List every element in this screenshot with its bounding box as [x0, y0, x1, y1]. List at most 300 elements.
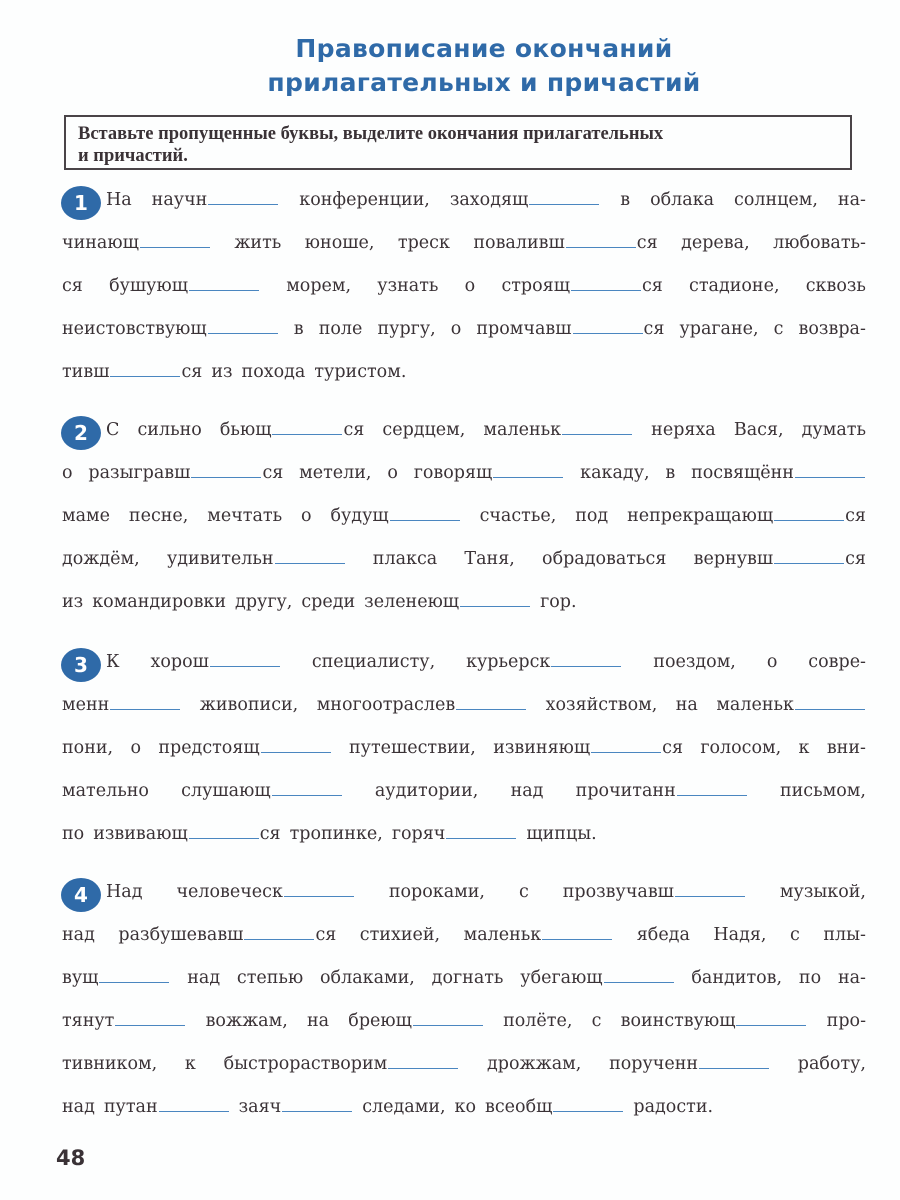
- word: всеобщ: [485, 1097, 553, 1117]
- fill-in-blank[interactable]: [456, 708, 526, 710]
- word: с: [790, 925, 800, 945]
- word-group: [501, 276, 662, 296]
- word: неряха: [651, 420, 716, 440]
- word-group: [377, 276, 438, 296]
- page-title: [0, 32, 900, 100]
- fill-in-blank[interactable]: [677, 794, 747, 796]
- word: ся: [315, 925, 337, 945]
- word-group: [362, 1097, 445, 1117]
- word-group: [679, 319, 758, 339]
- word: с: [591, 1011, 602, 1031]
- word: ся: [641, 276, 663, 296]
- word-group: [806, 276, 866, 296]
- word-group: [130, 738, 141, 758]
- word: стихией,: [359, 925, 441, 945]
- word-group: [691, 463, 866, 483]
- word: сильно: [137, 420, 202, 440]
- word-group: [299, 190, 430, 210]
- word-group: [129, 506, 188, 526]
- word: работу,: [797, 1054, 866, 1074]
- word: думать: [801, 420, 866, 440]
- word: над: [187, 968, 221, 988]
- fill-in-blank[interactable]: [774, 519, 844, 521]
- word-group: [487, 1054, 581, 1074]
- word: юноше,: [304, 233, 375, 253]
- word-group: [676, 695, 698, 715]
- fill-in-blank[interactable]: [282, 1110, 352, 1112]
- fill-in-blank[interactable]: [189, 289, 259, 291]
- word: о: [130, 738, 141, 758]
- word-group: [476, 319, 664, 339]
- exercise-line: [62, 592, 866, 635]
- word-group: [373, 549, 437, 569]
- word: о: [450, 319, 462, 339]
- word: про-: [826, 1011, 866, 1031]
- word-group: [88, 463, 283, 483]
- exercise-line: [62, 1054, 866, 1097]
- exercise-1: [62, 190, 866, 405]
- word-group: [109, 276, 260, 296]
- word-group: [220, 420, 364, 440]
- word-group: [200, 695, 299, 715]
- exercise-line: [62, 362, 866, 405]
- word: На: [106, 190, 132, 210]
- word: командировки: [92, 592, 227, 612]
- word: голосом,: [700, 738, 782, 758]
- word: о: [766, 652, 778, 672]
- fill-in-blank[interactable]: [210, 665, 280, 667]
- word: над: [62, 925, 95, 945]
- word: курьерск: [466, 652, 551, 672]
- word-group: [651, 420, 716, 440]
- exercise-line: [62, 233, 866, 276]
- word-group: [838, 968, 866, 988]
- word: неистовствующ: [62, 319, 207, 339]
- word: извиняющ: [493, 738, 591, 758]
- fill-in-blank[interactable]: [591, 751, 661, 753]
- word-group: [319, 319, 363, 339]
- word: о: [464, 276, 476, 296]
- word-group: [158, 738, 331, 758]
- word-group: [349, 738, 476, 758]
- word: в: [620, 190, 631, 210]
- fill-in-blank[interactable]: [275, 562, 345, 564]
- instruction-line-1: Вставьте пропущенные буквы, выделите окончания прилагательных: [78, 124, 664, 144]
- word: чинающ: [62, 233, 139, 253]
- word-group: [473, 233, 657, 253]
- word-group: [650, 190, 714, 210]
- exercise-number-badge: 1: [61, 186, 101, 220]
- fill-in-blank[interactable]: [189, 837, 259, 839]
- word-group: [290, 824, 383, 844]
- fill-in-blank[interactable]: [675, 895, 745, 897]
- exercise-line: [62, 1011, 866, 1054]
- word-group: [301, 506, 312, 526]
- word-group: [694, 549, 866, 569]
- word-group: [62, 824, 84, 844]
- exercise-number-badge: 3: [61, 648, 101, 682]
- word-group: [627, 506, 866, 526]
- word-group: [377, 319, 435, 339]
- word: хорош: [150, 652, 209, 672]
- fill-in-blank[interactable]: [542, 938, 612, 940]
- word-group: [106, 882, 142, 902]
- word: хозяйством,: [545, 695, 658, 715]
- word-group: [451, 319, 462, 339]
- word: в: [665, 463, 676, 483]
- word-group: [62, 233, 211, 253]
- word: на: [306, 1011, 330, 1031]
- word: путешествии,: [349, 738, 476, 758]
- word-group: [592, 1011, 602, 1031]
- word: строящ: [501, 276, 570, 296]
- word-group: [301, 592, 355, 612]
- exercise-line: [62, 695, 866, 738]
- word-group: [62, 276, 83, 296]
- word-group: [62, 968, 170, 988]
- fill-in-blank[interactable]: [460, 605, 530, 607]
- exercise-line: [62, 781, 866, 824]
- word: плакса: [372, 549, 438, 569]
- word: щипцы.: [526, 824, 597, 844]
- word-group: [62, 592, 83, 612]
- word: письмом,: [779, 781, 866, 801]
- word: облаками,: [320, 968, 415, 988]
- word: о: [301, 506, 312, 526]
- word-group: [305, 233, 375, 253]
- word: сердцем,: [382, 420, 466, 440]
- word-group: [242, 362, 306, 382]
- word: дерева,: [681, 233, 750, 253]
- exercise-number-badge: 4: [61, 878, 101, 912]
- word-group: [307, 1011, 329, 1031]
- word: ко: [454, 1097, 477, 1117]
- fill-in-blank[interactable]: [115, 1024, 185, 1026]
- word-group: [716, 695, 866, 715]
- word: ябеда: [636, 925, 690, 945]
- word: слушающ: [181, 781, 271, 801]
- word-group: [827, 1011, 866, 1031]
- word-group: [767, 652, 778, 672]
- word-group: [823, 925, 866, 945]
- exercise-line: [62, 925, 866, 968]
- fill-in-blank[interactable]: [261, 751, 331, 753]
- fill-in-blank[interactable]: [566, 246, 636, 248]
- word-group: [314, 362, 406, 382]
- word: над: [510, 781, 544, 801]
- word-group: [780, 882, 866, 902]
- fill-in-blank[interactable]: [795, 476, 865, 478]
- fill-in-blank[interactable]: [571, 289, 641, 291]
- word: тивником,: [62, 1054, 158, 1074]
- word-group: [106, 190, 132, 210]
- word-group: [187, 968, 220, 988]
- word-group: [485, 1097, 624, 1117]
- word-group: [286, 276, 351, 296]
- word: Вася,: [733, 420, 784, 440]
- word-group: [799, 738, 810, 758]
- word-group: [464, 549, 514, 569]
- word-group: [62, 1054, 157, 1074]
- word: по: [62, 824, 85, 844]
- word: путан: [103, 1097, 158, 1117]
- word: вернувш: [693, 549, 774, 569]
- word: треск: [397, 233, 450, 253]
- word: о: [62, 463, 73, 483]
- word: ся: [643, 319, 665, 339]
- word: облака: [650, 190, 715, 210]
- word: радости.: [633, 1097, 714, 1117]
- word: маленьк: [463, 925, 542, 945]
- word-group: [152, 190, 280, 210]
- word: тропинке,: [289, 824, 383, 844]
- word: С: [106, 420, 120, 440]
- word-group: [799, 968, 821, 988]
- word: полёте,: [503, 1011, 573, 1031]
- word-group: [493, 738, 683, 758]
- word-group: [167, 549, 346, 569]
- word-group: [464, 925, 614, 945]
- fill-in-blank[interactable]: [795, 708, 865, 710]
- word: убегающ: [520, 968, 603, 988]
- page-number: 48: [56, 1146, 86, 1170]
- word-group: [62, 738, 113, 758]
- word: К: [106, 652, 120, 672]
- word-group: [62, 549, 140, 569]
- fill-in-blank[interactable]: [413, 1024, 483, 1026]
- word: обрадоваться: [542, 549, 667, 569]
- word-group: [734, 190, 818, 210]
- word: быстрорастворим: [223, 1054, 388, 1074]
- fill-in-blank[interactable]: [140, 246, 210, 248]
- word: удивительн: [166, 549, 274, 569]
- word: мечтать: [207, 506, 283, 526]
- word: любовать-: [773, 233, 866, 253]
- word-group: [542, 549, 666, 569]
- fill-in-blank[interactable]: [99, 981, 169, 983]
- exercise-line: [62, 420, 866, 463]
- word: тивш: [62, 362, 110, 382]
- word: человеческ: [176, 882, 283, 902]
- word-group: [633, 1097, 713, 1117]
- word: из: [211, 362, 233, 382]
- fill-in-blank[interactable]: [774, 562, 844, 564]
- word-group: [713, 925, 766, 945]
- fill-in-blank[interactable]: [110, 708, 180, 710]
- word: ся: [845, 549, 866, 569]
- fill-in-blank[interactable]: [208, 332, 278, 334]
- word-group: [700, 738, 781, 758]
- word: бреющ: [348, 1011, 412, 1031]
- word: ся: [662, 738, 683, 758]
- word-group: [483, 420, 633, 440]
- word-group: [575, 506, 608, 526]
- word-group: [312, 652, 435, 672]
- word: менн: [62, 695, 110, 715]
- word-group: [299, 463, 371, 483]
- fill-in-blank[interactable]: [272, 433, 342, 435]
- exercise-line: [62, 506, 866, 549]
- word-group: [653, 652, 736, 672]
- word-group: [576, 781, 748, 801]
- word-group: [450, 190, 600, 210]
- word-group: [540, 592, 576, 612]
- word: о: [387, 463, 398, 483]
- word: похода: [241, 362, 306, 382]
- word: маленьк: [483, 420, 562, 440]
- word: над: [62, 1097, 95, 1117]
- title-line-2: прилагательных и причастий: [267, 68, 701, 97]
- word-group: [503, 1011, 572, 1031]
- word: вни-: [826, 738, 866, 758]
- word: бьющ: [219, 420, 272, 440]
- word: горяч: [391, 824, 446, 844]
- word: на-: [837, 968, 866, 988]
- word: заходящ: [449, 190, 529, 210]
- word: заяч: [238, 1097, 282, 1117]
- word-group: [621, 1011, 808, 1031]
- word-group: [375, 781, 478, 801]
- fill-in-blank[interactable]: [551, 665, 621, 667]
- exercise-4: [62, 882, 866, 1140]
- fill-in-blank[interactable]: [272, 794, 342, 796]
- instruction-line-2: и причастий.: [78, 146, 188, 166]
- fill-in-blank[interactable]: [446, 837, 516, 839]
- word: морем,: [286, 276, 352, 296]
- fill-in-blank[interactable]: [191, 476, 261, 478]
- word: бандитов,: [691, 968, 783, 988]
- word-group: [734, 420, 784, 440]
- word: тянут: [62, 1011, 115, 1031]
- word-group: [106, 652, 120, 672]
- exercise-line: [62, 463, 866, 506]
- exercise-number-badge: 2: [61, 416, 101, 450]
- word-group: [317, 695, 528, 715]
- exercise-line: [62, 319, 866, 362]
- fill-in-blank[interactable]: [736, 1024, 806, 1026]
- word-group: [360, 925, 440, 945]
- word: счастье,: [479, 506, 557, 526]
- fill-in-blank[interactable]: [529, 203, 599, 205]
- word-group: [211, 362, 232, 382]
- word: будущ: [330, 506, 389, 526]
- word: совре-: [808, 652, 866, 672]
- word-group: [466, 652, 622, 672]
- word-group: [387, 463, 398, 483]
- word-group: [62, 925, 95, 945]
- word: посвящённ: [691, 463, 794, 483]
- word-group: [389, 882, 485, 902]
- word: разыгравш: [88, 463, 191, 483]
- word: ся: [181, 362, 203, 382]
- fill-in-blank[interactable]: [390, 519, 460, 521]
- word: какаду,: [580, 463, 650, 483]
- word-group: [665, 463, 675, 483]
- word-group: [137, 420, 201, 440]
- word-group: [330, 506, 460, 526]
- word-group: [519, 882, 529, 902]
- word: Таня,: [464, 549, 515, 569]
- word: узнать: [377, 276, 439, 296]
- fill-in-blank[interactable]: [110, 375, 180, 377]
- word: песне,: [128, 506, 189, 526]
- word: вущ: [62, 968, 99, 988]
- word-group: [106, 420, 119, 440]
- word-group: [432, 968, 504, 988]
- word-group: [414, 463, 565, 483]
- exercise-line: [62, 1097, 866, 1140]
- word: предстоящ: [158, 738, 260, 758]
- word: вожжам,: [205, 1011, 288, 1031]
- fill-in-blank[interactable]: [553, 1110, 623, 1112]
- fill-in-blank[interactable]: [284, 895, 354, 897]
- word: в: [293, 319, 304, 339]
- word-group: [224, 1054, 460, 1074]
- fill-in-blank[interactable]: [573, 332, 643, 334]
- word: научн: [151, 190, 208, 210]
- word-group: [181, 781, 342, 801]
- word-group: [392, 824, 518, 844]
- fill-in-blank[interactable]: [493, 476, 563, 478]
- word-group: [104, 1097, 230, 1117]
- word: говорящ: [413, 463, 493, 483]
- fill-in-blank[interactable]: [208, 203, 278, 205]
- fill-in-blank[interactable]: [159, 1110, 229, 1112]
- fill-in-blank[interactable]: [699, 1067, 769, 1069]
- word-group: [185, 1054, 196, 1074]
- word: промчавш: [476, 319, 572, 339]
- word-group: [546, 695, 658, 715]
- word-group: [773, 233, 866, 253]
- word: метели,: [299, 463, 372, 483]
- word: жить: [234, 233, 282, 253]
- exercise-line: [62, 738, 866, 781]
- word-group: [93, 824, 280, 844]
- word: туристом.: [314, 362, 407, 382]
- word-group: [239, 1097, 354, 1117]
- fill-in-blank[interactable]: [244, 938, 314, 940]
- word: живописи,: [199, 695, 299, 715]
- word-group: [637, 925, 690, 945]
- exercise-line: [62, 968, 866, 1011]
- word: на: [675, 695, 698, 715]
- word-group: [62, 1011, 186, 1031]
- word: воинствующ: [620, 1011, 736, 1031]
- word: гор.: [540, 592, 577, 612]
- word: под: [575, 506, 609, 526]
- word-group: [802, 420, 866, 440]
- exercise-line: [62, 549, 866, 592]
- word: сквозь: [805, 276, 866, 296]
- exercise-line: [62, 190, 866, 233]
- word-group: [780, 781, 866, 801]
- word-group: [798, 1054, 866, 1074]
- word-group: [62, 695, 181, 715]
- exercise-2: [62, 420, 866, 635]
- word-group: [620, 190, 630, 210]
- word-group: [827, 738, 866, 758]
- word: поле: [318, 319, 363, 339]
- fill-in-blank[interactable]: [388, 1067, 458, 1069]
- fill-in-blank[interactable]: [604, 981, 674, 983]
- word-group: [237, 968, 303, 988]
- word-group: [364, 592, 531, 612]
- word: маме: [62, 506, 111, 526]
- word: многоотраслев: [316, 695, 456, 715]
- fill-in-blank[interactable]: [562, 433, 632, 435]
- word: из: [62, 592, 84, 612]
- word-group: [689, 276, 779, 296]
